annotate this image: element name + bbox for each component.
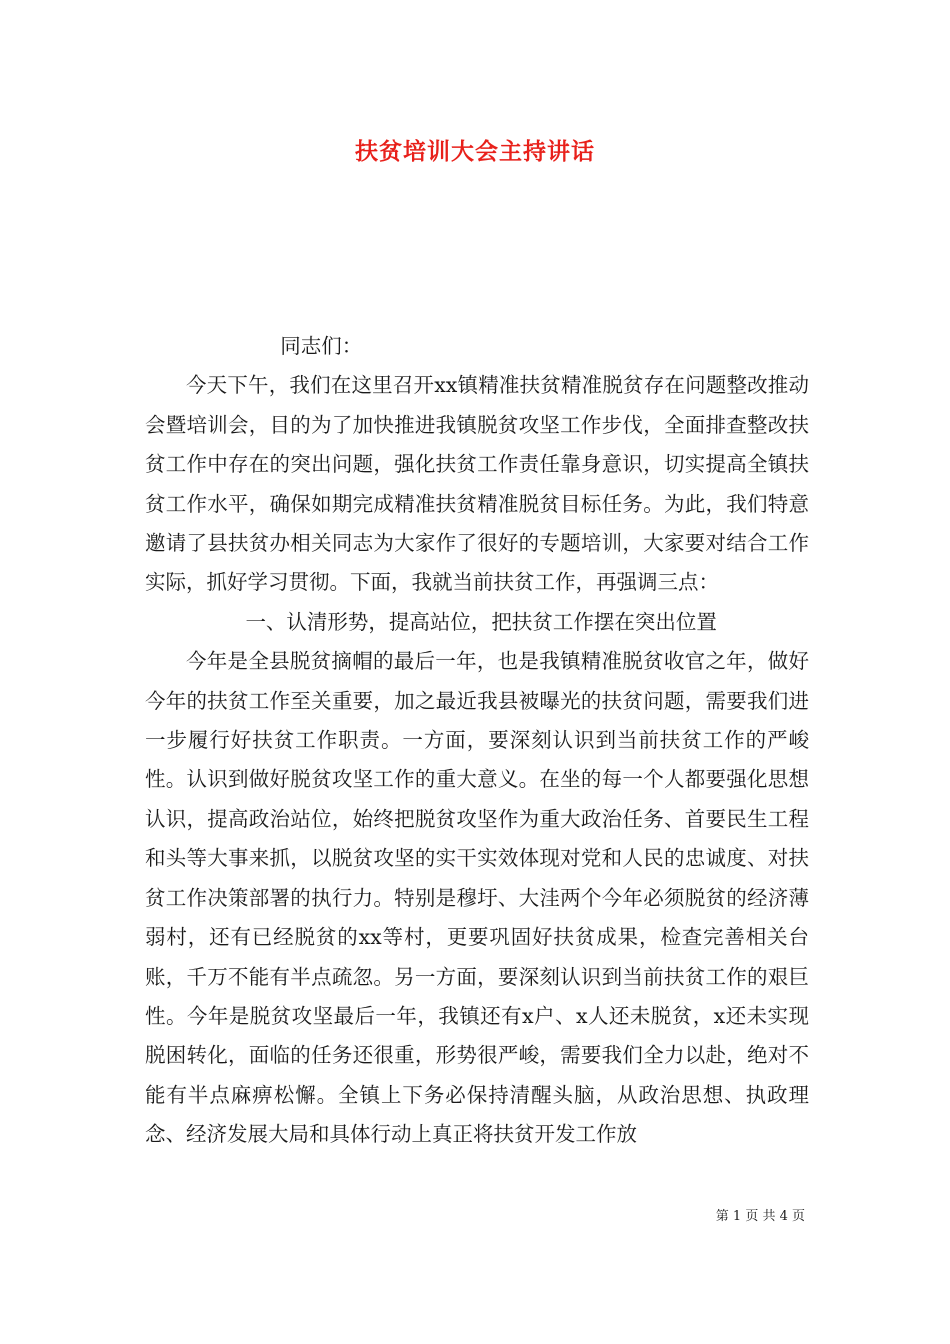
document-title: 扶贫培训大会主持讲话 xyxy=(355,138,595,165)
paragraph-section-1: 今年是全县脱贫摘帽的最后一年，也是我镇精准脱贫收官之年，做好今年的扶贫工作至关重要，加之最近我县被曝光的扶贫问题，需要我们进一步履行好扶贫工作职责。一方面，要深刻认识到当前扶贫工作的严峻性。认识到做好脱贫攻坚工作的重大意义。在坐的每一个人都要强化思想认识，提高政治站位，始终把脱贫攻坚作为重大政治任务、首要民生工程和头等大事来抓，以脱贫攻坚的实干实效体现对党和人民的忠诚度、对扶贫工作决策部署的执行力。特别是穆圩、大洼两个今年必须脱贫的经济薄弱村，还有已经脱贫的xx等村，更要巩固好扶贫成果，检查完善相关台账，千万不能有半点疏忽。另一方面，要深刻认识到当前扶贫工作的艰巨性。今年是脱贫攻坚最后一年，我镇还有x户、x人还未脱贫，x还未实现脱困转化，面临的任务还很重，形势很严峻，需要我们全力以赴，绝对不能有半点麻痹松懈。全镇上下务必保持清醒头脑，从政治思想、执政理念、经济发展大局和具体行动上真正将扶贫开发工作放 xyxy=(145,649,809,1147)
paragraph-intro: 今天下午，我们在这里召开xx镇精准扶贫精准脱贫存在问题整改推动会暨培训会，目的为了加快推进我镇脱贫攻坚工作步伐，全面排查整改扶贫工作中存在的突出问题，强化扶贫工作责任靠身意识，切实提高全镇扶贫工作水平，确保如期完成精准扶贫精准脱贫目标任务。为此，我们特意邀请了县扶贫办相关同志为大家作了很好的专题培训，大家要对结合工作实际，抓好学习贯彻。下面，我就当前扶贫工作，再强调三点： xyxy=(145,373,809,595)
salutation: 同志们： xyxy=(280,334,363,358)
section-heading-1: 一、认清形势，提高站位，把扶贫工作摆在突出位置 xyxy=(245,609,717,634)
page-number-footer: 第 1 页 共 4 页 xyxy=(715,1209,805,1224)
document-body xyxy=(145,327,809,1155)
